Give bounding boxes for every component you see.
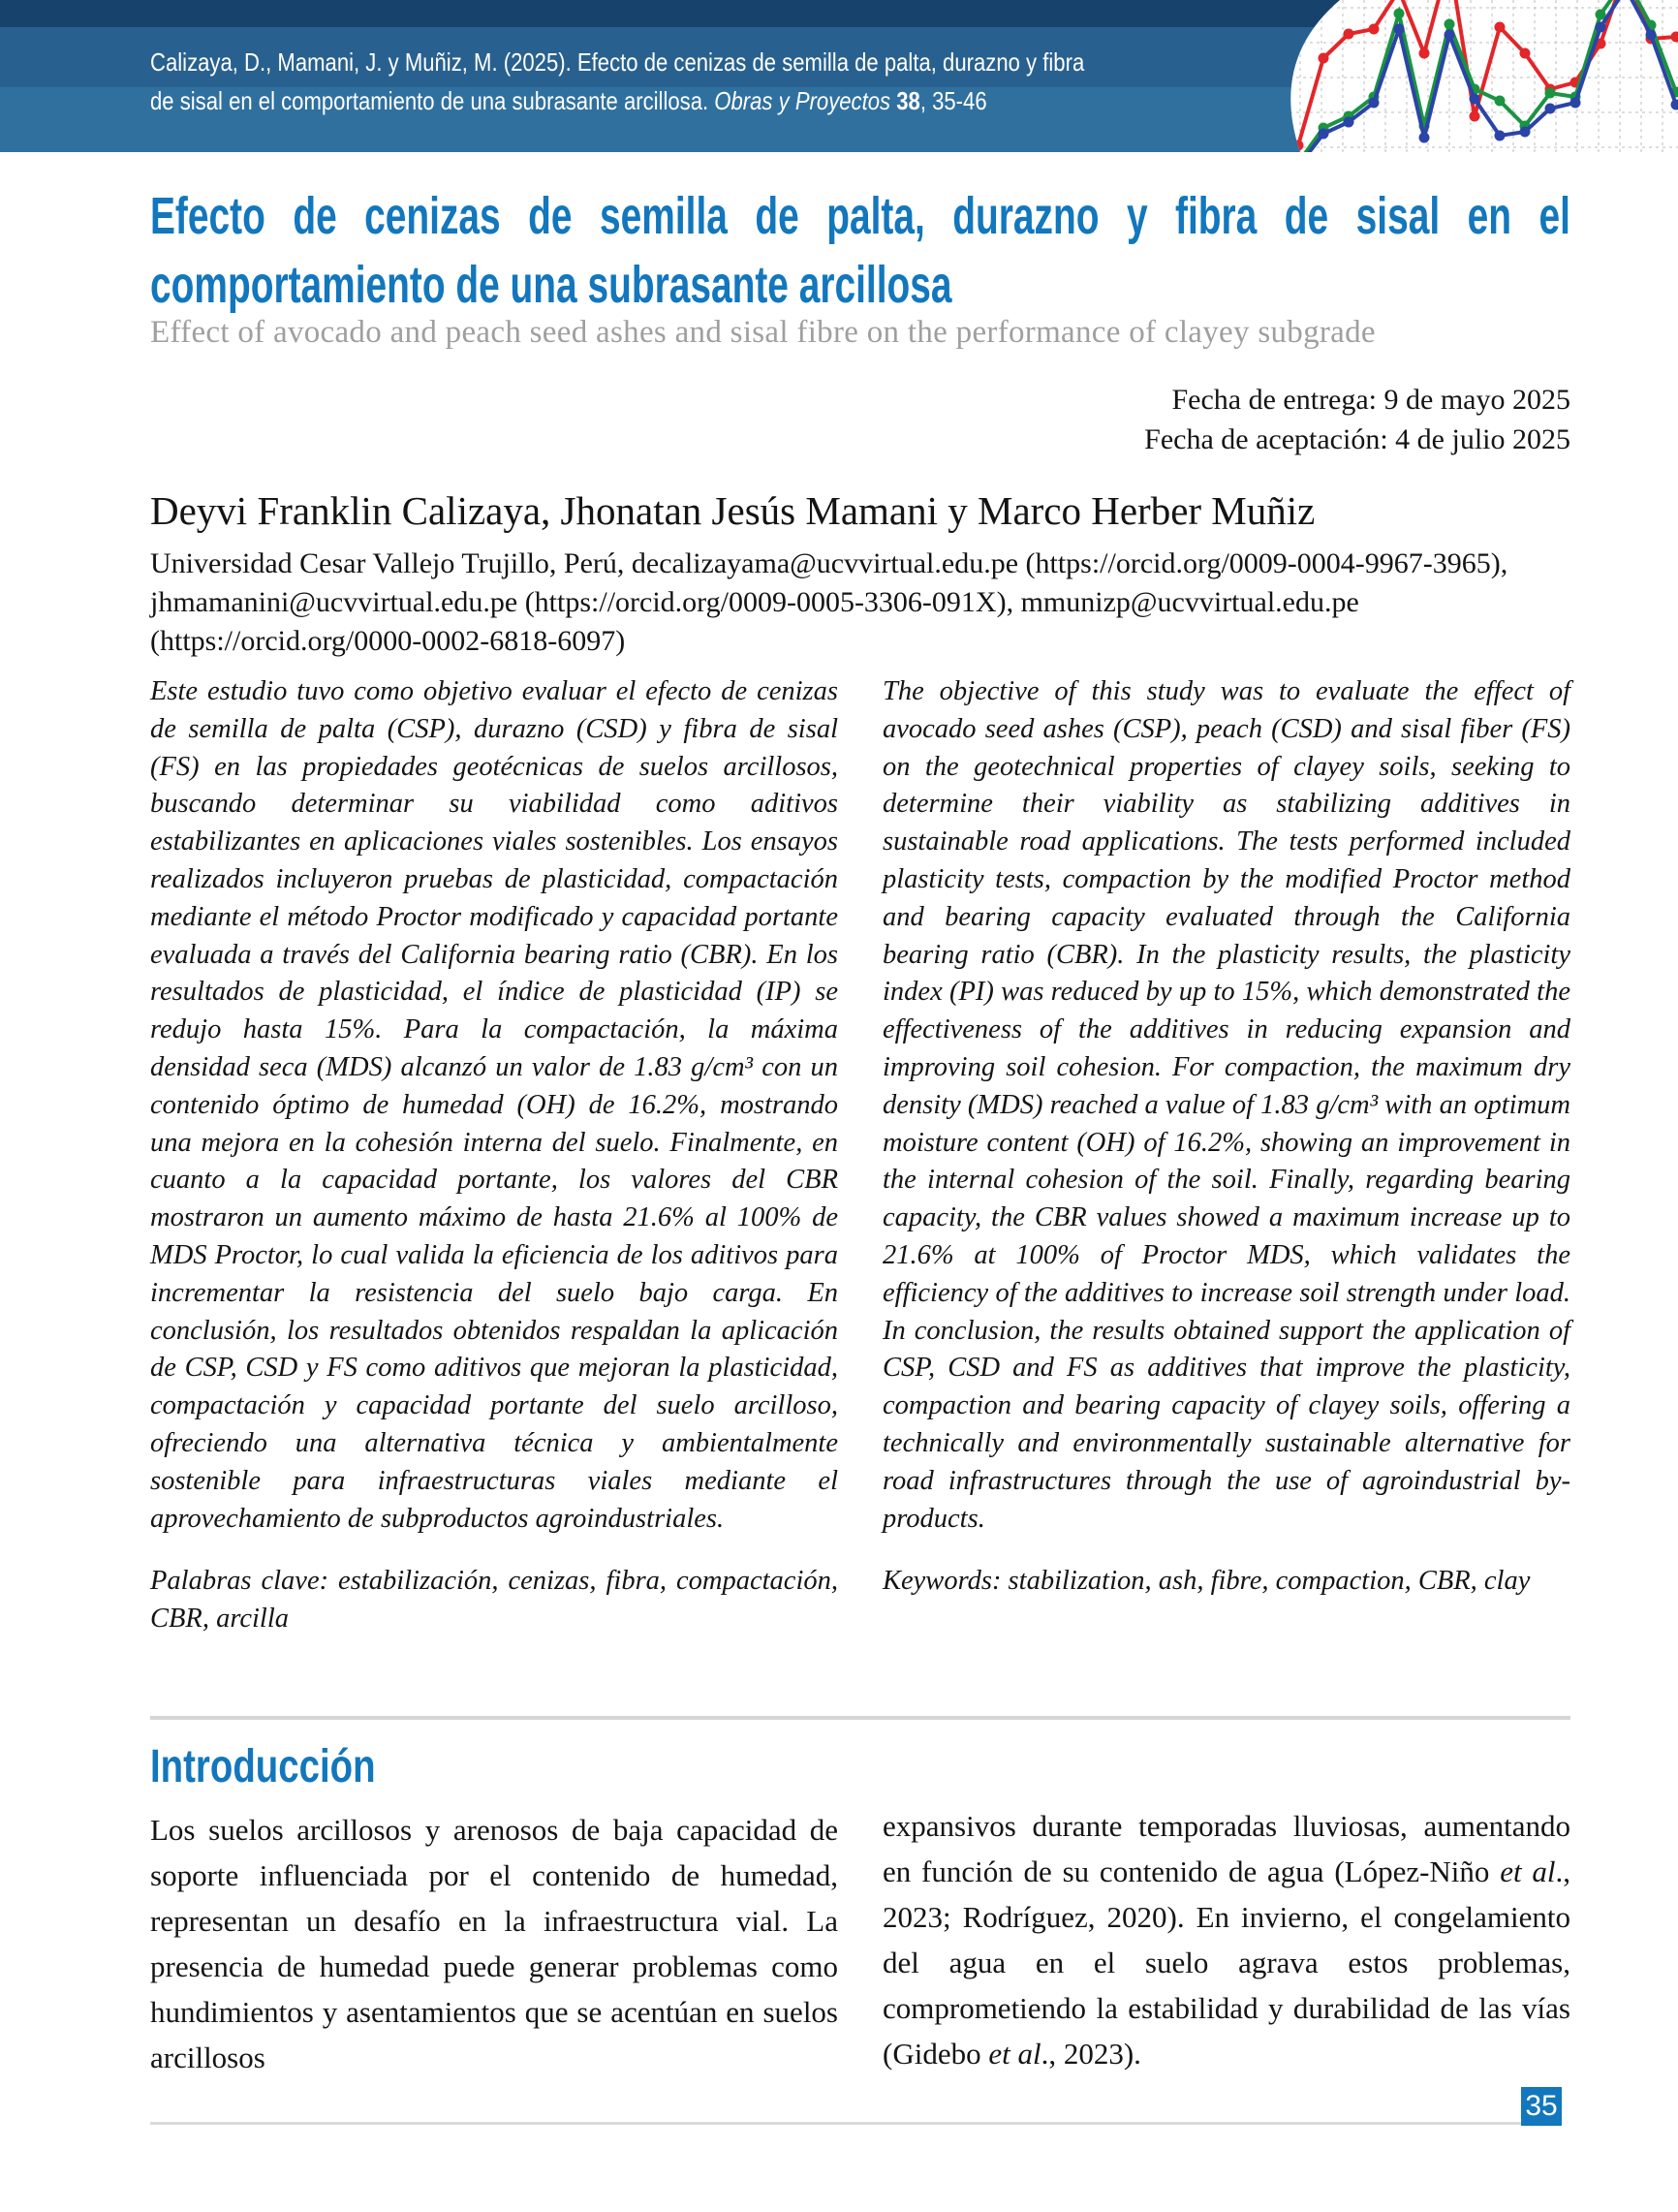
footer-rule xyxy=(150,2122,1521,2125)
authors-affiliation: Universidad Cesar Vallejo Trujillo, Perú, decalizayama@ucvvirtual.edu.pe (https://orcid.org/0009-0004-9967-3965), jhmamanini@ucvvirtual.edu.pe (https://orcid.org/0009-0005-3306-091X), mmunizp@ucvvirtual.edu.pe (https://orcid.org/0000-0002-6818-6097) xyxy=(150,547,1508,657)
introduction-column-right xyxy=(883,1741,1570,2080)
citation-line-2: de sisal en el comportamiento de una subrasante arcillosa. Obras y Proyectos 38, 35-46 xyxy=(150,86,987,115)
abstract-es: Este estudio tuvo como objetivo evaluar el efecto de cenizas de semilla de palta (CSP), durazno (CSD) y fibra de sisal (FS) en las propiedades geotécnicas de suelos arcillosos, buscando determinar su viabilidad como aditivos estabilizantes en aplicaciones viales sostenibles. Los ensayos realizados incluyeron pruebas de plasticidad, compactación mediante el método Proctor modificado y capacidad portante evaluada a través del California bearing ratio (CBR). En los resultados de plasticidad, el índice de plasticidad (IP) se redujo hasta 15%. Para la compactación, la máxima densidad seca (MDS) alcanzó un valor de 1.83 g/cm³ con un contenido óptimo de humedad (OH) de 16.2%, mostrando una mejora en la cohesión interna del suelo. Finalmente, en cuanto a la capacidad portante, los valores del CBR mostraron un aumento máximo de hasta 21.6% al 100% de MDS Proctor, lo cual valida la eficiencia de los aditivos para incrementar la resistencia del suelo bajo carga. En conclusión, los resultados obtenidos respaldan la aplicación de CSP, CSD y FS como aditivos que mejoran la plasticidad, compactación y capacidad portante del suelo arcilloso, ofreciendo una alternativa técnica y ambientalmente sostenible para infraestructuras viales mediante el aprovechamiento de subproductos agroindustriales. xyxy=(150,676,838,1534)
date-received-label: Fecha de entrega: xyxy=(1171,384,1378,416)
abstract-column-es xyxy=(150,673,838,1638)
introduction-column-left xyxy=(150,1741,838,2080)
citation-line-1: Calizaya, D., Mamani, J. y Muñiz, M. (2025). Efecto de cenizas de semilla de palta, durazno y fibra xyxy=(150,47,1085,77)
abstract-column-en xyxy=(883,673,1570,1638)
introduction-paragraph-left: Los suelos arcillosos y arenosos de baja capacidad de soporte influenciada por el contenido de humedad, representan un desafío en la infraestructura vial. La presencia de humedad puede generar problemas como hundimientos y asentamientos que se acentúan en suelos arcillosos xyxy=(150,1813,838,2074)
date-accepted-label: Fecha de aceptación: xyxy=(1144,423,1388,455)
abstract-en: The objective of this study was to evaluate the effect of avocado seed ashes (CSP), peach (CSD) and sisal fiber (FS) on the geotechnical properties of clayey soils, seeking to determine their viability as stabilizing additives in sustainable road applications. The tests performed included plasticity tests, compaction by the modified Proctor method and bearing capacity evaluated through the California bearing ratio (CBR). In the plasticity results, the plasticity index (PI) was reduced by up to 15%, which demonstrated the effectiveness of the additives in reducing expansion and improving soil cohesion. For compaction, the maximum dry density (MDS) reached a value of 1.83 g/cm³ with an optimum moisture content (OH) of 16.2%, showing an improvement in the internal cohesion of the soil. Finally, regarding bearing capacity, the CBR values showed a maximum increase up to 21.6% at 100% of Proctor MDS, which validates the efficiency of the additives to increase soil strength under load. In conclusion, the results obtained support the application of CSP, CSD and FS as additives that improve the plasticity, compaction and bearing capacity of clayey soils, offering a technically and environmentally sustainable alternative for road infrastructures through the use of agroindustrial by-products. xyxy=(883,676,1570,1534)
introduction-heading: Introducción xyxy=(150,1741,376,1792)
submission-dates xyxy=(678,380,1570,459)
authors-names: Deyvi Franklin Calizaya, Jhonatan Jesús Mamani y Marco Herber Muñiz xyxy=(150,488,1316,533)
article-title-en: Effect of avocado and peach seed ashes and sisal fibre on the performance of clayey subgrade xyxy=(150,315,1376,350)
journal-citation xyxy=(150,43,1171,120)
abstract-en-keywords: Keywords: stabilization, ash, fibre, compaction, CBR, clay xyxy=(883,1566,1531,1597)
date-received xyxy=(678,380,1570,420)
introduction-section xyxy=(150,1741,1570,2080)
date-accepted xyxy=(678,420,1570,459)
page-number-badge: 35 xyxy=(1521,2087,1562,2126)
abstract-section xyxy=(150,673,1570,1638)
header-chart-graphic xyxy=(1163,0,1678,152)
article-title-es: Efecto de cenizas de semilla de palta, durazno y fibra de sisal en el comportamiento de una subrasante arcillosa xyxy=(150,187,1570,314)
date-received-value: 9 de mayo 2025 xyxy=(1383,384,1570,416)
section-divider xyxy=(150,1716,1570,1720)
date-accepted-value: 4 de julio 2025 xyxy=(1395,423,1570,455)
abstract-es-keywords: Palabras clave: estabilización, cenizas, fibra, compactación, CBR, arcilla xyxy=(150,1566,838,1635)
journal-header-banner xyxy=(0,0,1678,152)
introduction-paragraph-right: expansivos durante temporadas lluviosas, aumentando en función de su contenido de agua (López-Niño et al., 2023; Rodríguez, 2020). En invierno, el congelamiento del agua en el suelo agrava estos problemas, comprometiendo la estabilidad y durabilidad de las vías (Gidebo et al., 2023). xyxy=(883,1809,1570,2071)
